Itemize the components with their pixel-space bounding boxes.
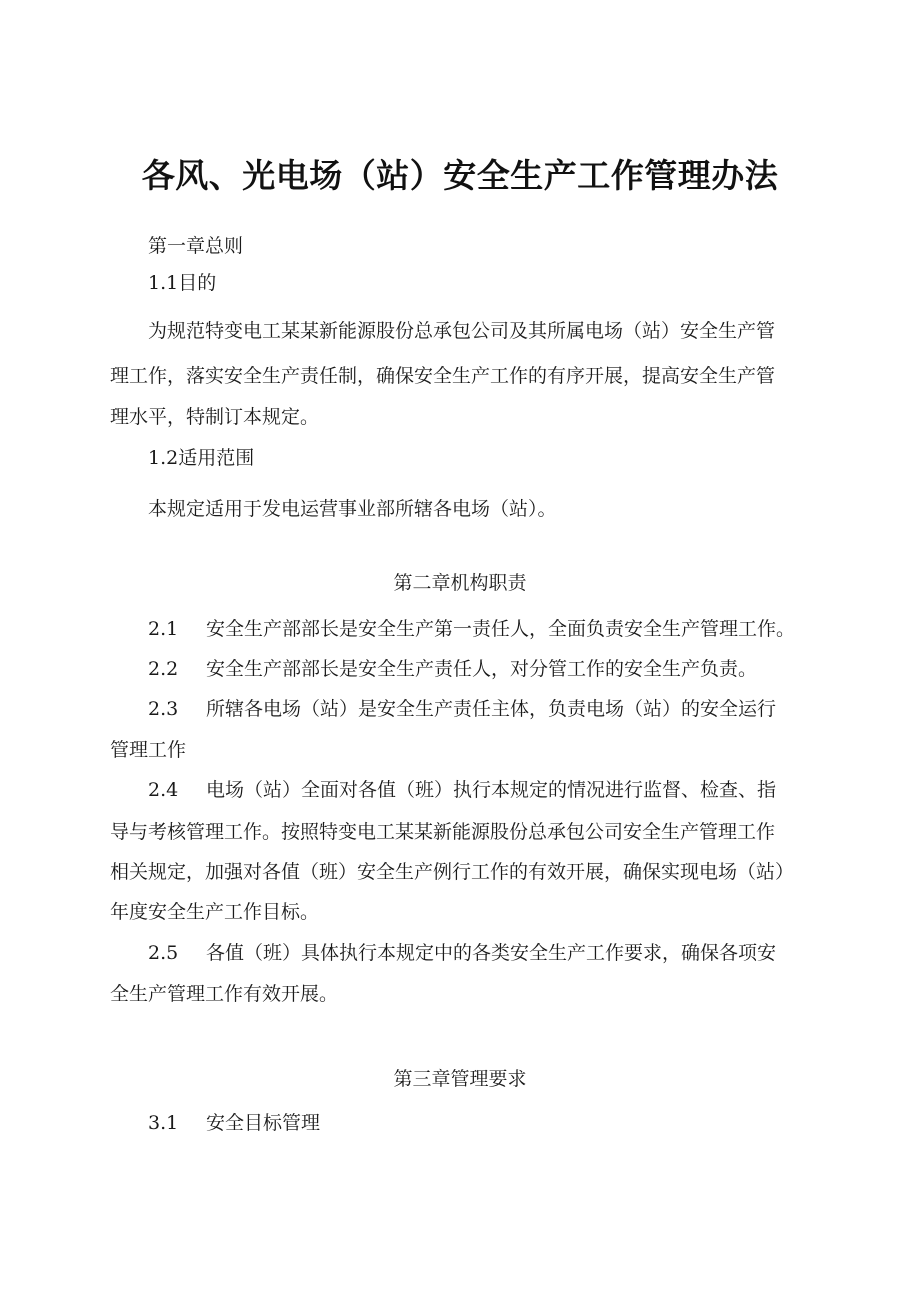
item-2-3 [148,696,776,722]
item-2-5-line-2: 全生产管理工作有效开展。 [110,983,339,1005]
item-2-4 [148,777,776,803]
section-1-1-heading: 1.1目的 [148,272,217,294]
item-text: 所辖各电场（站）是安全生产责任主体，负责电场（站）的安全运行 [206,698,777,720]
item-text: 安全目标管理 [206,1112,321,1134]
item-2-2 [148,656,757,682]
chapter-3-heading: 第三章管理要求 [393,1068,527,1090]
item-number: 3.1 [148,1112,179,1134]
item-number: 2.3 [148,698,179,720]
item-2-4-line-4: 年度安全生产工作目标。 [110,901,320,923]
chapter-1-heading: 第一章总则 [148,235,244,257]
item-2-3-line-2: 管理工作 [110,739,187,761]
item-2-4-line-3: 相关规定，加强对各值（班）安全生产例行工作的有效开展，确保实现电场（站） [110,861,795,883]
item-number: 2.4 [148,779,179,801]
item-number: 2.1 [148,618,179,640]
section-1-2-heading: 1.2适用范围 [148,447,255,469]
chapter-2-heading: 第二章机构职责 [393,572,527,594]
item-2-1 [148,616,795,642]
item-2-4-line-2: 导与考核管理工作。按照特变电工某某新能源股份总承包公司安全生产管理工作 [110,821,776,843]
section-1-1-line-2: 理工作，落实安全生产责任制，确保安全生产工作的有序开展，提高安全生产管 [110,365,776,387]
item-number: 2.5 [148,942,179,964]
item-number: 2.2 [148,658,179,680]
item-text: 电场（站）全面对各值（班）执行本规定的情况进行监督、检查、指 [206,779,777,801]
section-1-1-line-3: 理水平，特制订本规定。 [110,406,320,428]
item-text: 安全生产部部长是安全生产第一责任人，全面负责安全生产管理工作。 [206,618,796,640]
item-2-5 [148,940,776,966]
item-text: 各值（班）具体执行本规定中的各类安全生产工作要求，确保各项安 [206,942,777,964]
document-title: 各风、光电场（站）安全生产工作管理办法 [141,156,779,195]
item-text: 安全生产部部长是安全生产责任人，对分管工作的安全生产负责。 [206,658,758,680]
section-1-1-line-1: 为规范特变电工某某新能源股份总承包公司及其所属电场（站）安全生产管 [148,320,776,342]
item-3-1 [148,1110,320,1136]
section-1-2-line-1: 本规定适用于发电运营事业部所辖各电场（站）。 [148,498,557,520]
